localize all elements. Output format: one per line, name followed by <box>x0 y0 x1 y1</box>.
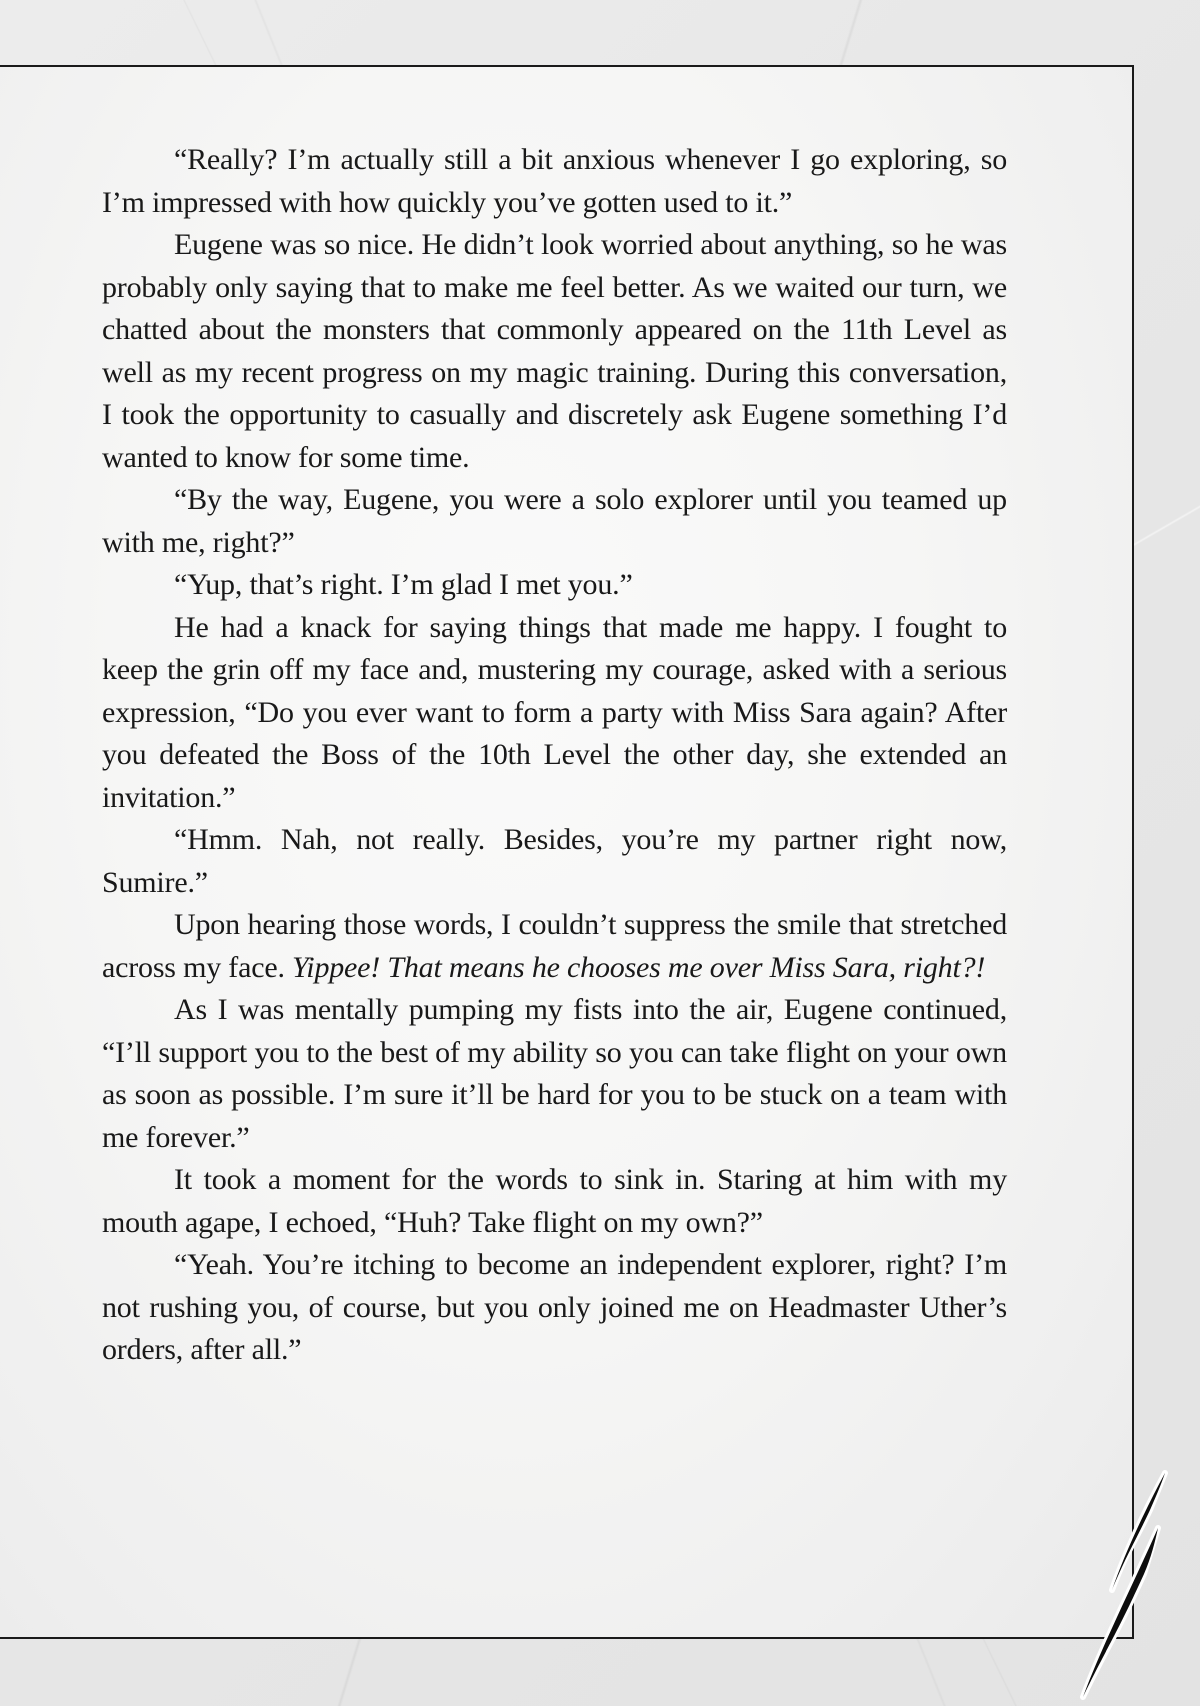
paragraph-07-inner-thought: Yippee! That means he chooses me over Miss Sara, right?! <box>292 950 986 984</box>
paragraph-10: “Yeah. You’re itching to become an independent explorer, right? I’m not rushing you, of course, but you only joined me on Headmaster Uther’s orders, after all.” <box>102 1248 1007 1366</box>
book-page <box>0 65 1134 1639</box>
paragraph-01: “Really? I’m actually still a bit anxious whenever I go exploring, so I’m impressed with how quickly you’ve gotten used to it.” <box>102 143 1007 219</box>
paragraph-06: “Hmm. Nah, not really. Besides, you’re my partner right now, Sumire.” <box>102 823 1007 899</box>
paragraph-07 <box>102 904 1007 989</box>
paragraph-07-narration: Upon hearing those words, I couldn’t suppress the smile that stretched across my face. <box>102 908 1007 984</box>
paragraph-03: “By the way, Eugene, you were a solo explorer until you teamed up with me, right?” <box>102 483 1007 559</box>
paragraph-08: As I was mentally pumping my fists into the air, Eugene continued, “I’ll support you to the best of my ability so you can take flight on your own as soon as possible. I’m sure it’ll be hard for you to be stuck on a team with me forever.” <box>102 993 1007 1154</box>
paragraph-02: Eugene was so nice. He didn’t look worried about anything, so he was probably only saying that to make me feel better. As we waited our turn, we chatted about the monsters that commonly appeared on the 11th Level as well as my recent progress on my magic training. During this conversation, I took the opportunity to casually and discretely ask Eugene something I’d wanted to know for some time. <box>102 228 1007 474</box>
claw-slash-icon <box>1040 1430 1200 1706</box>
paragraph-09: It took a moment for the words to sink in. Staring at him with my mouth agape, I echoed, “Huh? Take flight on my own?” <box>102 1163 1007 1239</box>
page-text-block <box>102 139 1007 1372</box>
paragraph-04: “Yup, that’s right. I’m glad I met you.” <box>174 568 633 601</box>
paragraph-05: He had a knack for saying things that made me happy. I fought to keep the grin off my face and, mustering my courage, asked with a serious expression, “Do you ever want to form a party with Miss Sara again? After you defeated the Boss of the 10th Level the other day, she extended an invitation.” <box>102 610 1007 814</box>
